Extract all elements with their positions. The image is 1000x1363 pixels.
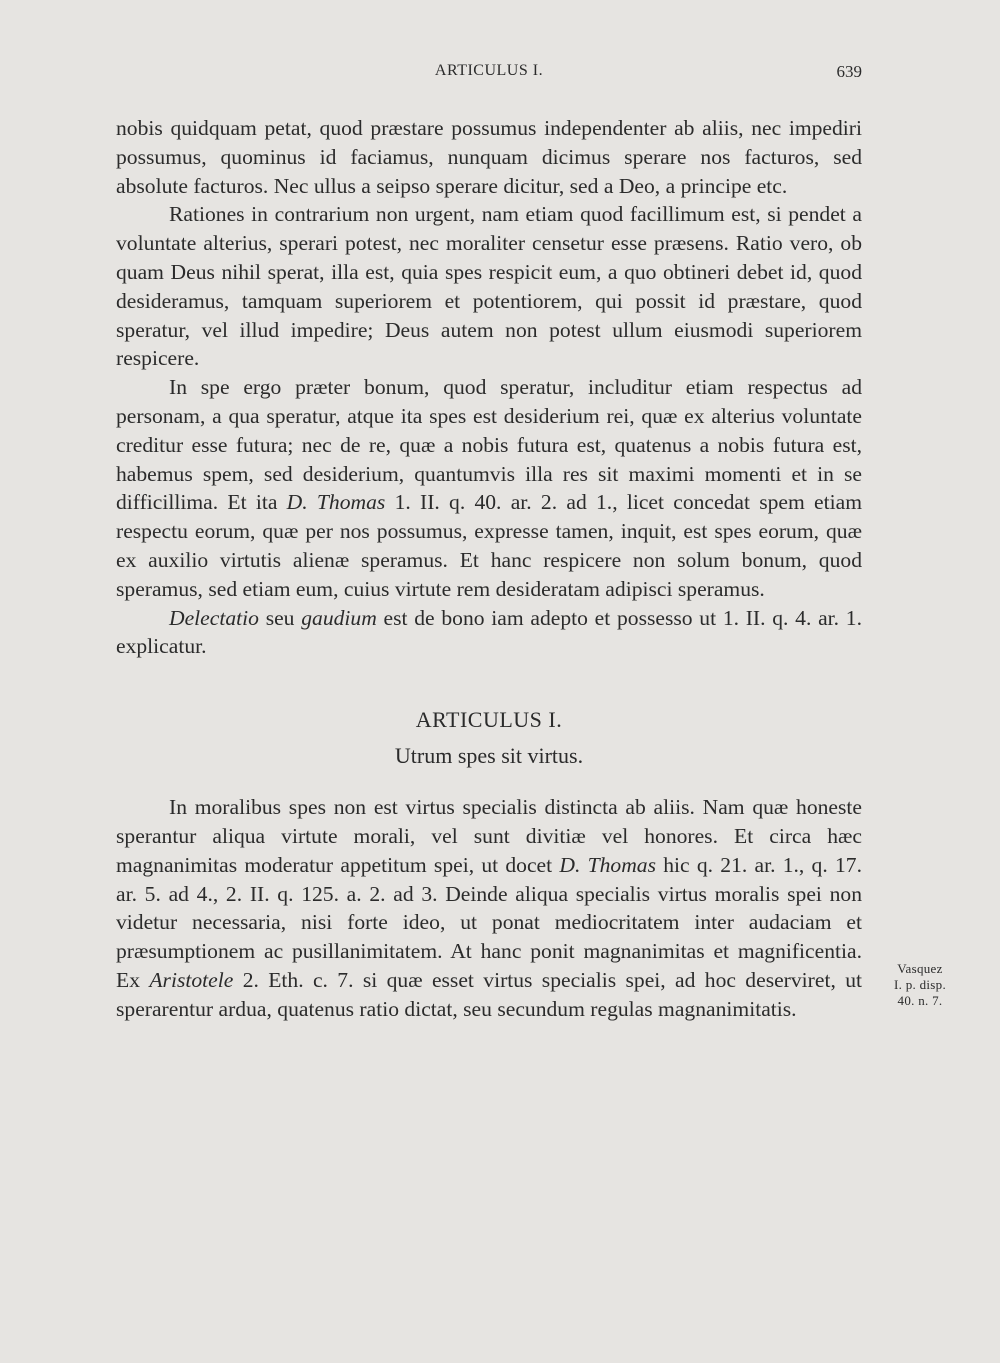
paragraph-text: est de bono iam adepto et possesso ut 1. II. q. 4. ar. 1. explicatur. — [116, 605, 862, 659]
margin-note-line: 40. n. 7. — [897, 993, 943, 1008]
paragraph-in-moralibus — [116, 793, 862, 1023]
term-delectatio: Delectatio — [169, 605, 259, 630]
paragraph-delectatio — [116, 604, 862, 662]
paragraph-text: 2. Eth. c. 7. si quæ esset virtus specialis spei, ad hoc deserviret, ut sperarentur ardua, quatenus ratio dictat, seu secundum regulas magnanimitatis. — [116, 967, 862, 1021]
running-title: ARTICULUS I. — [434, 62, 544, 79]
margin-note-line: I. p. disp. — [893, 977, 947, 992]
margin-note — [878, 961, 962, 1009]
paragraph-continuation: nobis quidquam petat, quod præstare possumus independenter ab aliis, nec impediri possumus, quominus id faciamus, nunquam dicimus sperare nos facturos, sed absolute facturos. Nec ullus a seipso sperare dicitur, sed a Deo, a principe etc. — [116, 116, 862, 198]
paragraph-text: In moralibus spes non est virtus specialis distincta ab aliis. Nam quæ honeste sperantur aliqua virtute morali, vel sunt divitiæ vel honores. Et circa hæc magnanimitas moderatur appetitum spei, ut docet — [116, 795, 862, 877]
paragraph-rationes: Rationes in contrarium non urgent, nam etiam quod facillimum est, si pendet a voluntate alterius, sperari potest, nec moraliter censetur esse præsens. Ratio vero, ob quam Deus nihil sperat, illa est, quia spes respicit eum, a quo obtineri debet id, quod desideramus, tamquam superiorem et potentiorem, qui possit id præstare, quod speratur, vel illud impedire; Deus autem non potest ullum eiusmodi superiorem respicere. — [116, 202, 862, 371]
main-text — [116, 114, 862, 1024]
paragraph-text: In spe ergo præter bonum, quod speratur, includitur etiam respectus ad personam, a qua speratur, atque ita spes est desiderium rei, quæ ex alterius voluntate creditur esse futura; nec de re, quæ a nobis futura est, quatenus a nobis futura est, habemus spem, sed desiderium, quantumvis illa res sit maximi momenti et in se difficillima. Et ita — [116, 375, 862, 515]
paragraph-text: hic q. 21. ar. 1., q. 17. ar. 5. ad 4., 2. II. q. 125. a. 2. ad 3. Deinde aliqua specialis virtus moralis spei non videtur necessaria, nisi forte ideo, ut ponat mediocritatem inter audaciam et præsumptionem ac pusillanimitatem. At hanc ponit magnanimitas et magnificentia. Ex — [116, 852, 862, 992]
paragraph-text: seu — [265, 605, 295, 630]
author-citation: D. Thomas — [559, 852, 656, 877]
paragraph-in-spe — [116, 373, 862, 603]
page-number: 639 — [836, 62, 862, 81]
margin-note-line: Vasquez — [897, 961, 943, 976]
running-head — [116, 62, 862, 90]
article-heading: ARTICULUS I. — [415, 707, 563, 733]
paragraph-text: 1. II. q. 40. ar. 2. ad 1., licet concedat spem etiam respectu eorum, quæ per nos possumus, expresse tamen, inquit, est spes eorum, quæ ex auxilio virtutis alienæ speramus. Et hanc respicere non solum bonum, quod speramus, sed etiam eum, cuius virtute rem desideratam adipisci speramus. — [116, 490, 863, 601]
term-gaudium: gaudium — [301, 605, 377, 630]
author-citation: Aristotele — [149, 967, 234, 992]
author-citation: D. Thomas — [286, 490, 386, 515]
article-question: Utrum spes sit virtus. — [394, 743, 584, 769]
